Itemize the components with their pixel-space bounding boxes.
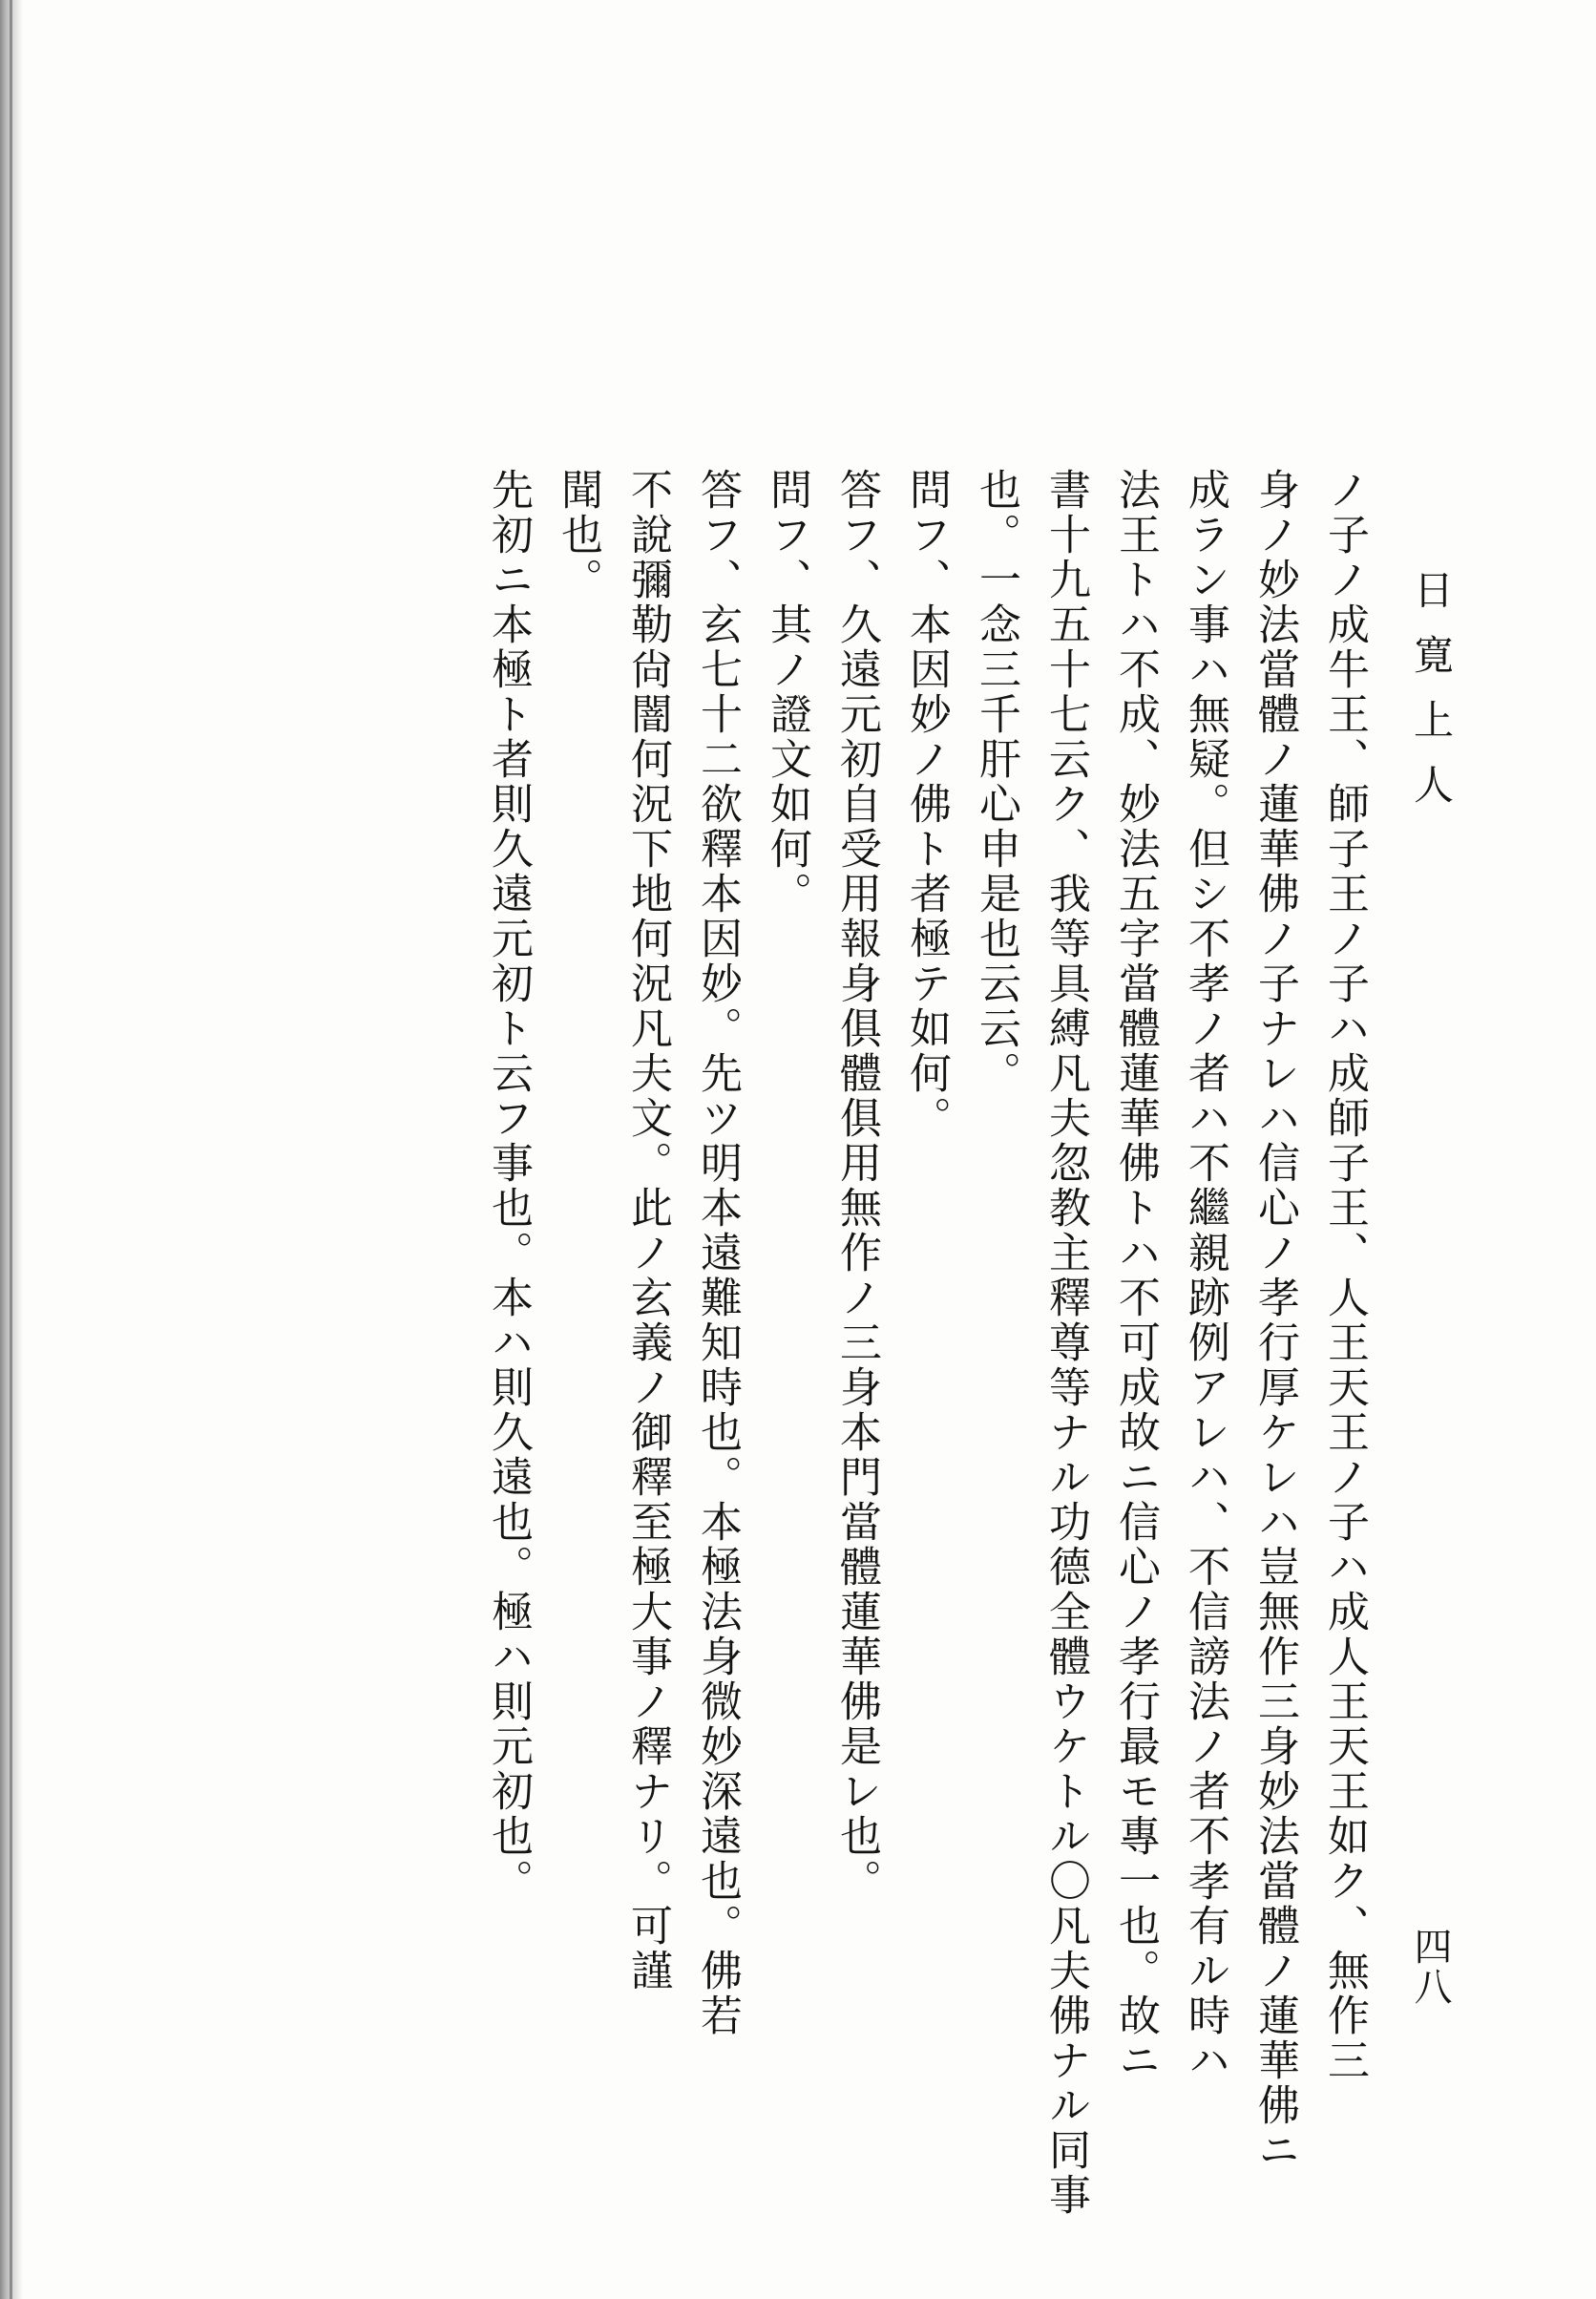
text-line: 書十九五十七云ク、我等具縛凡夫忽教主釋尊等ナル功德全體ウケトル〇凡夫佛ナル同事: [1041, 468, 1090, 2218]
text-line: 成ラン事ハ無疑。但シ不孝ノ者ハ不繼親跡例アレハ、不信謗法ノ者不孝有ル時ハ: [1181, 468, 1229, 2083]
running-head-title: 日寛上人: [1408, 569, 1455, 829]
text-line: 問フ、本因妙ノ佛ト者極テ如何。: [902, 468, 951, 1141]
text-line: 不說彌勒尙闇何況下地何況凡夫文。此ノ玄義ノ御釋至極大事ノ釋ナリ。可謹: [623, 468, 672, 1993]
text-line: 聞也。: [554, 468, 602, 602]
binding-line: [10, 0, 12, 2299]
text-line: 先初ニ本極ト者則久遠元初ト云フ事也。本ハ則久遠也。極ハ則元初也。: [484, 468, 533, 1904]
body-text: [205, 468, 1369, 2263]
text-line: 問フ、其ノ證文如何。: [763, 468, 811, 917]
text-line: 答フ、久遠元初自受用報身俱體俱用無作ノ三身本門當體蓮華佛是レ也。: [832, 468, 881, 1904]
text-line: 身ノ妙法當體ノ蓮華佛ノ子ナレハ信心ノ孝行厚ケレハ豈無作三身妙法當體ノ蓮華佛ニ: [1250, 468, 1299, 2173]
text-line: 答フ、玄七十二欲釋本因妙。先ツ明本遠難知時也。本極法身微妙深遠也。佛若: [693, 468, 742, 2038]
text-line: ノ子ノ成牛王、師子王ノ子ハ成師子王、人王天王ノ子ハ成人王天王如ク、無作三: [1320, 468, 1369, 2083]
text-line: 法王トハ不成、妙法五字當體蓮華佛トハ不可成故ニ信心ノ孝行最モ專一也。故ニ: [1111, 468, 1160, 2083]
page-number: 四八: [1408, 1927, 1452, 2007]
text-line: 也。一念三千肝心申是也云云。: [972, 468, 1020, 1096]
